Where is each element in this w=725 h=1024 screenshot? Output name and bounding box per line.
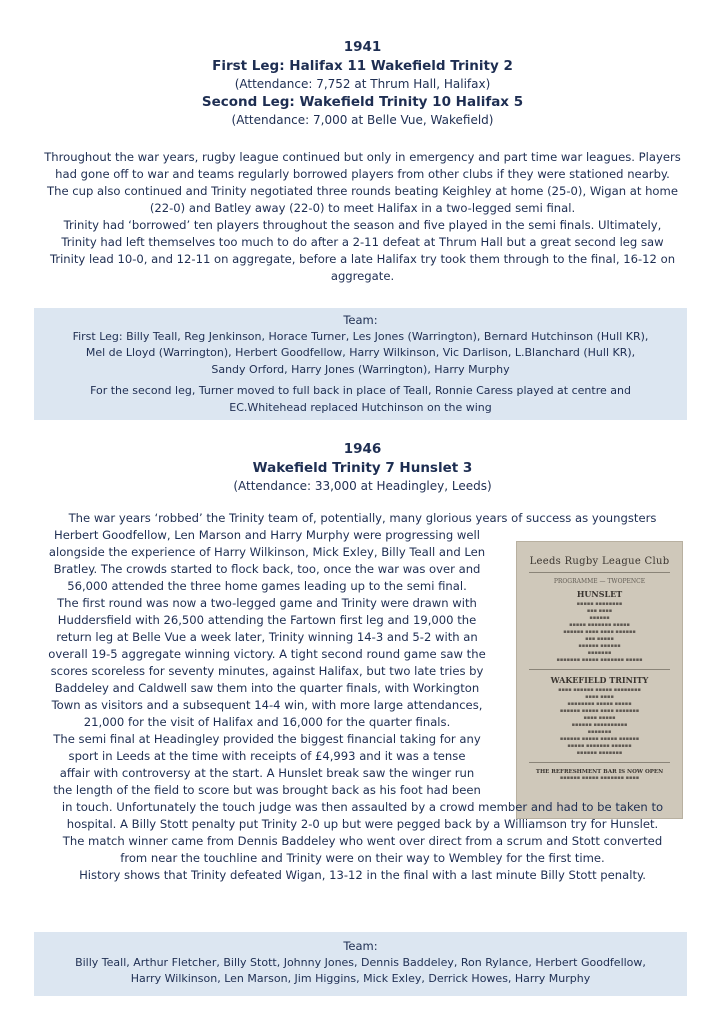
body-line: affair with controversy at the start. A Hunslet break saw the winger run xyxy=(59,766,475,780)
section-1946-body-full xyxy=(10,799,715,884)
team-box-1946 xyxy=(34,932,687,996)
body-line: Bratley. The crowds started to flock back, too, once the war was over and xyxy=(53,562,481,576)
match-heading: Second Leg: Wakefield Trinity 10 Halifax 5 xyxy=(201,94,524,110)
attendance-text: (Attendance: 33,000 at Headingley, Leeds) xyxy=(233,479,492,493)
body-line: Baddeley and Caldwell saw them into the quarter finals, with Workington xyxy=(54,681,480,695)
body-line: sport in Leeds at the time with receipts of £4,993 and it was a tense xyxy=(68,749,466,763)
year-heading: 1946 xyxy=(343,441,382,457)
team-line: Mel de Lloyd (Warrington), Herbert Goodfellow, Harry Wilkinson, Vic Darlison, L.Blanchard (Hull KR), xyxy=(85,346,636,359)
body-line: the length of the field to score but was brought back as his foot had been xyxy=(53,783,481,797)
body-line: The first round was now a two-legged game and Trinity were drawn with xyxy=(57,596,477,610)
team-line: Billy Teall, Arthur Fletcher, Billy Stott, Johnny Jones, Dennis Baddeley, Ron Rylance, Herbert Goodfellow, xyxy=(75,955,646,969)
body-line: overall 19-5 aggregate winning victory. A tight second round game saw the xyxy=(48,647,486,661)
body-line: History shows that Trinity defeated Wigan, 13-12 in the final with a last minute Billy Stott penalty. xyxy=(79,868,646,882)
body-line: Town as visitors and a subsequent 14-4 win, with more large attendances, xyxy=(51,698,483,712)
body-line: from near the touchline and Trinity were on their way to Wembley for the first time. xyxy=(120,851,605,865)
body-line: hospital. A Billy Stott penalty put Trinity 2-0 up but were pegged back by a Williamson try for Hunslet. xyxy=(66,817,659,831)
programme-price: PROGRAMME — TWOPENCE xyxy=(553,578,646,585)
team-note: For the second leg, Turner moved to full back in place of Teall, Ronnie Caress played at centre and xyxy=(90,384,631,397)
section-1941-header xyxy=(0,38,725,129)
year-heading: 1941 xyxy=(343,39,382,55)
body-line: had gone off to war and teams regularly borrowed players from other clubs if they were stationed nearby. xyxy=(55,167,670,181)
programme-club-name: Leeds Rugby League Club xyxy=(529,556,670,567)
team-line: Harry Wilkinson, Len Marson, Jim Higgins, Mick Exley, Derrick Howes, Harry Murphy xyxy=(130,972,591,985)
body-line: The match winner came from Dennis Baddeley who went over direct from a scrum and Stott converted xyxy=(62,834,663,848)
programme-team-a: HUNSLET xyxy=(576,589,623,599)
attendance-text: (Attendance: 7,000 at Belle Vue, Wakefield) xyxy=(231,113,494,127)
body-line: scores scoreless for seventy minutes, against Halifax, but two late tries by xyxy=(50,664,484,678)
body-line: aggregate. xyxy=(330,269,395,283)
body-line: The semi final at Headingley provided the biggest financial taking for any xyxy=(53,732,481,746)
programme-team-b: WAKEFIELD TRINITY xyxy=(550,675,649,685)
section-1941-body xyxy=(10,149,715,285)
section-1946-body-wrapped xyxy=(22,527,512,799)
body-line: in touch. Unfortunately the touch judge was then assaulted by a crowd member and had to be taken to xyxy=(61,800,664,814)
body-line: The cup also continued and Trinity negotiated three rounds beating Keighley at home (25-0), Wigan at home xyxy=(47,184,678,198)
match-heading: Wakefield Trinity 7 Hunslet 3 xyxy=(252,460,473,476)
body-line: Trinity had ‘borrowed’ ten players throughout the season and five played in the semi finals. Ultimately, xyxy=(63,218,662,232)
section-1946-header xyxy=(0,440,725,495)
body-line: alongside the experience of Harry Wilkinson, Mick Exley, Billy Teall and Len xyxy=(48,545,486,559)
team-note: EC.Whitehead replaced Hutchinson on the wing xyxy=(229,400,492,414)
section-1946-intro xyxy=(10,510,715,527)
match-programme-image: Leeds Rugby League Club PROGRAMME — TWOPENCE HUNSLET ▪▪▪▪▪ ▪▪▪▪▪▪▪▪ ▪▪▪ ▪▪▪▪ ▪▪▪▪▪▪ ▪▪▪▪▪ ▪▪▪▪▪▪▪ ▪▪▪▪▪ ▪▪▪▪▪▪ ▪▪▪▪ ▪▪▪▪ ▪▪▪▪▪▪ ▪▪▪ ▪▪▪▪▪ ▪▪▪▪▪▪ ▪▪▪▪▪▪ ▪▪▪▪▪▪▪ ▪▪▪▪▪▪▪ ▪▪▪▪▪ ▪▪▪▪▪▪▪ ▪▪▪▪▪ WAKEFIELD TRINITY ▪▪▪▪ ▪▪▪▪▪▪ ▪▪▪▪▪ ▪▪▪▪▪▪▪▪ ▪▪▪▪ ▪▪▪▪ ▪▪▪▪▪▪▪▪ ▪▪▪▪▪ ▪▪▪▪▪ ▪▪▪▪▪▪ ▪▪▪▪▪ ▪▪▪▪ ▪▪▪▪▪▪▪ ▪▪▪▪ ▪▪▪▪▪ ▪▪▪▪▪▪ ▪▪▪▪▪▪▪▪▪▪ ▪▪▪▪▪▪▪ ▪▪▪▪▪▪ ▪▪▪▪▪ ▪▪▪▪▪ ▪▪▪▪▪▪ ▪▪▪▪▪ ▪▪▪▪▪▪▪ ▪▪▪▪▪▪ ▪▪▪▪▪▪ ▪▪▪▪▪▪▪ THE REFRESHMENT BAR IS NOW OPEN ▪▪▪▪▪▪ ▪▪▪▪▪ ▪▪▪▪▪▪▪ ▪▪▪▪ xyxy=(516,541,683,819)
attendance-text: (Attendance: 7,752 at Thrum Hall, Halifax) xyxy=(234,77,491,91)
body-line: The war years ‘robbed’ the Trinity team of, potentially, many glorious years of success as youngsters xyxy=(68,511,657,525)
body-line: Herbert Goodfellow, Len Marson and Harry Murphy were progressing well xyxy=(54,528,480,542)
team-title: Team: xyxy=(343,939,378,953)
body-line: 21,000 for the visit of Halifax and 16,000 for the quarter finals. xyxy=(83,715,451,729)
body-line: return leg at Belle Vue a week later, Trinity winning 14-3 and 5-2 with an xyxy=(56,630,478,644)
body-line: Trinity lead 10-0, and 12-11 on aggregate, before a late Halifax try took them through to the final, 16-12 on xyxy=(49,252,676,266)
team-box-1941 xyxy=(34,308,687,420)
team-title: Team: xyxy=(343,313,378,327)
team-line: First Leg: Billy Teall, Reg Jenkinson, Horace Turner, Les Jones (Warrington), Bernard Hutchinson (Hull KR), xyxy=(72,329,649,343)
programme-footer: THE REFRESHMENT BAR IS NOW OPEN xyxy=(535,769,664,775)
body-line: Huddersfield with 26,500 attending the Fartown first leg and 19,000 the xyxy=(57,613,477,627)
body-line: Throughout the war years, rugby league continued but only in emergency and part time war leagues. Players xyxy=(44,150,681,164)
team-line: Sandy Orford, Harry Jones (Warrington), Harry Murphy xyxy=(211,362,510,376)
body-line: Trinity had left themselves too much to do after a 2-11 defeat at Thrum Hall but a great second leg saw xyxy=(61,235,664,249)
body-line: (22-0) and Batley away (22-0) to meet Halifax in a two-legged semi final. xyxy=(149,201,576,215)
body-line: 56,000 attended the three home games leading up to the semi final. xyxy=(67,579,467,593)
match-heading: First Leg: Halifax 11 Wakefield Trinity 2 xyxy=(212,58,513,74)
